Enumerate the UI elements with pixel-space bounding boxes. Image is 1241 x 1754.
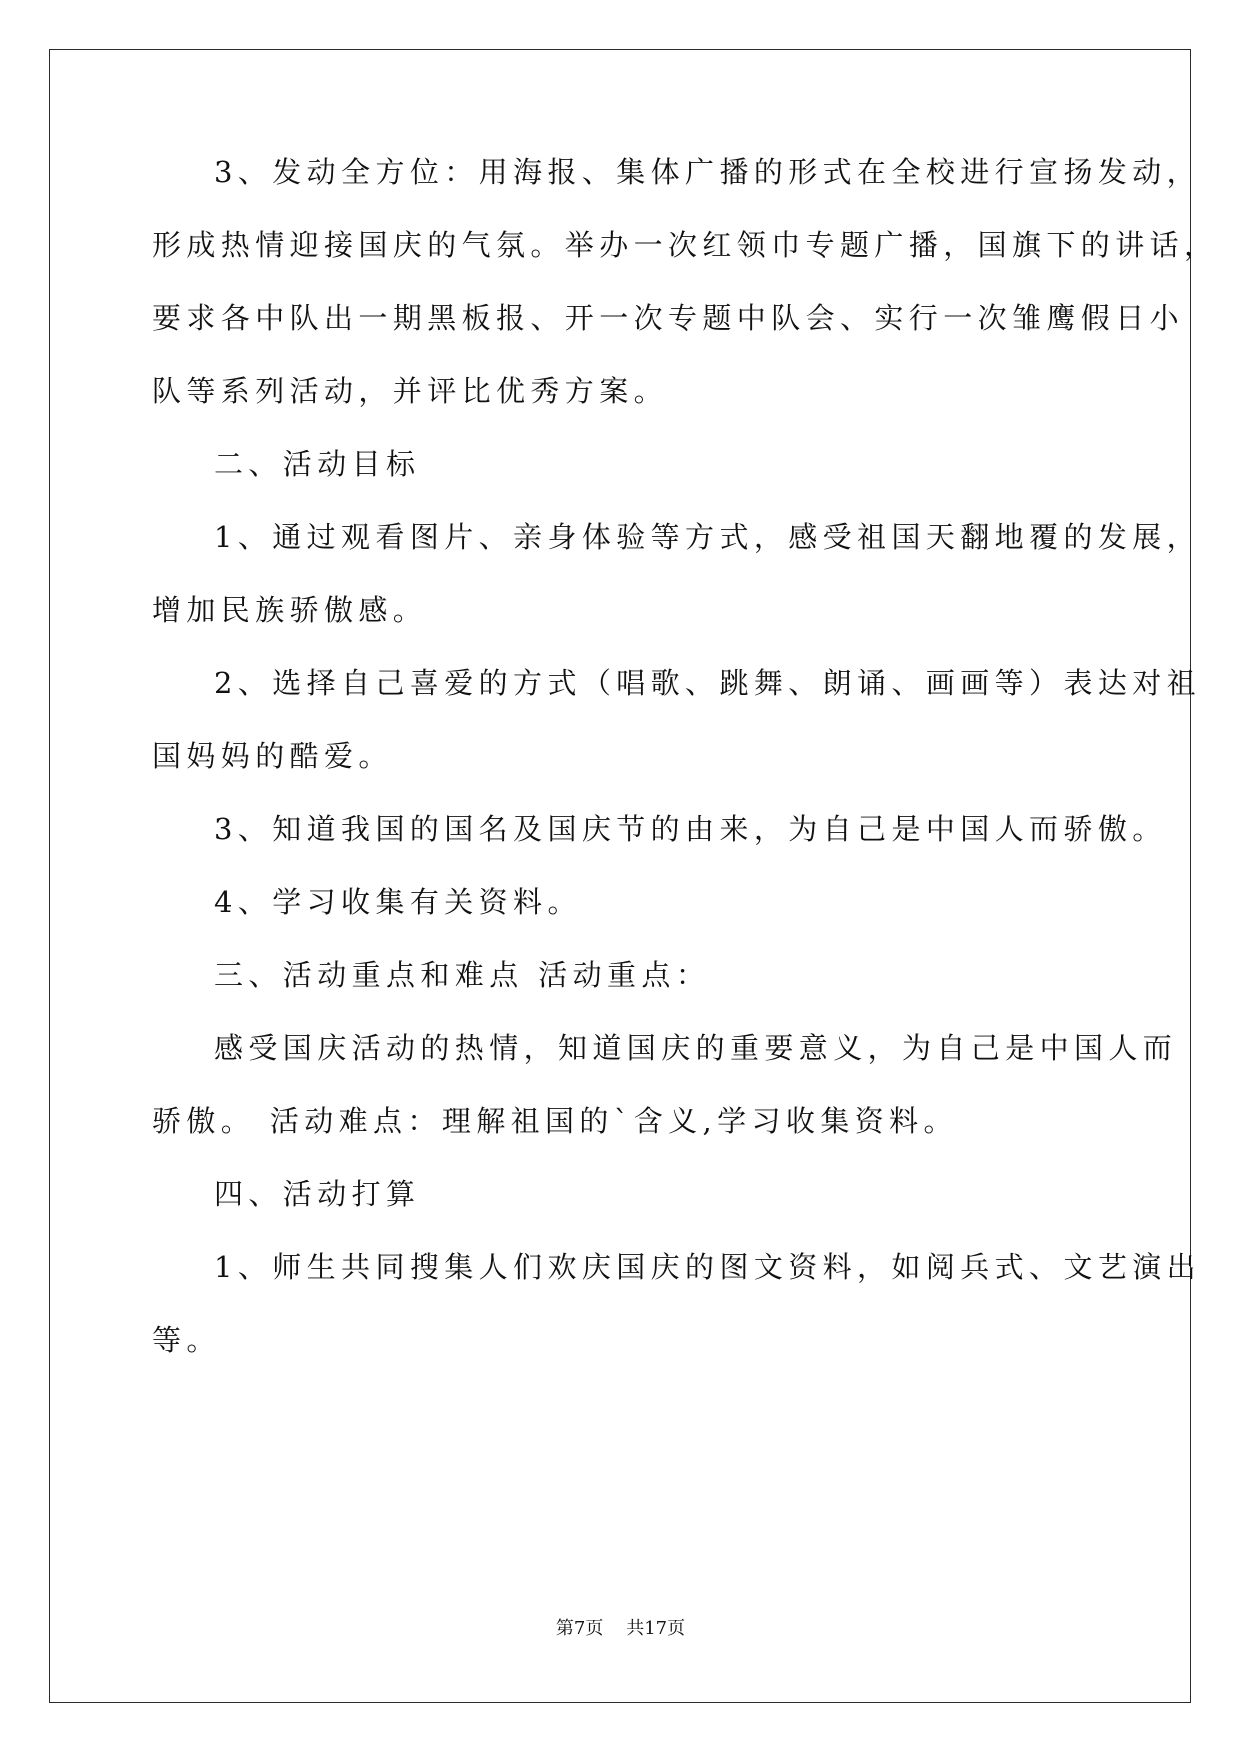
section-heading: 三、活动重点和难点 活动重点： [214,958,711,992]
paragraph-line: 增加民族骄傲感。 [152,593,428,627]
section-heading: 四、活动打算 [214,1177,421,1211]
paragraph-line: 国妈妈的酷爱。 [152,739,393,773]
section-heading: 二、活动目标 [214,447,421,481]
paragraph-line: 队等系列活动，并评比优秀方案。 [152,374,669,408]
paragraph-line: 等。 [152,1323,221,1357]
paragraph-line: 2、选择自己喜爱的方式（唱歌、跳舞、朗诵、画画等）表达对祖 [214,666,1202,700]
paragraph-line: 3、发动全方位：用海报、集体广播的形式在全校进行宣扬发动， [214,155,1202,189]
paragraph-line: 感受国庆活动的热情，知道国庆的重要意义，为自己是中国人而 [214,1031,1178,1065]
paragraph-line: 形成热情迎接国庆的气氛。举办一次红领巾专题广播，国旗下的讲话， [152,228,1219,262]
paragraph-line: 骄傲。 活动难点：理解祖国的`含义,学习收集资料。 [152,1104,958,1138]
paragraph-line: 要求各中队出一期黑板报、开一次专题中队会、实行一次雏鹰假日小 [152,301,1185,335]
paragraph-line: 4、学习收集有关资料。 [214,885,582,919]
paragraph-line: 1、师生共同搜集人们欢庆国庆的图文资料，如阅兵式、文艺演出 [214,1250,1202,1284]
page-footer: 第7页 共17页 [555,1618,686,1639]
paragraph-line: 1、通过观看图片、亲身体验等方式，感受祖国天翻地覆的发展， [214,520,1202,554]
paragraph-line: 3、知道我国的国名及国庆节的由来，为自己是中国人而骄傲。 [214,812,1167,846]
